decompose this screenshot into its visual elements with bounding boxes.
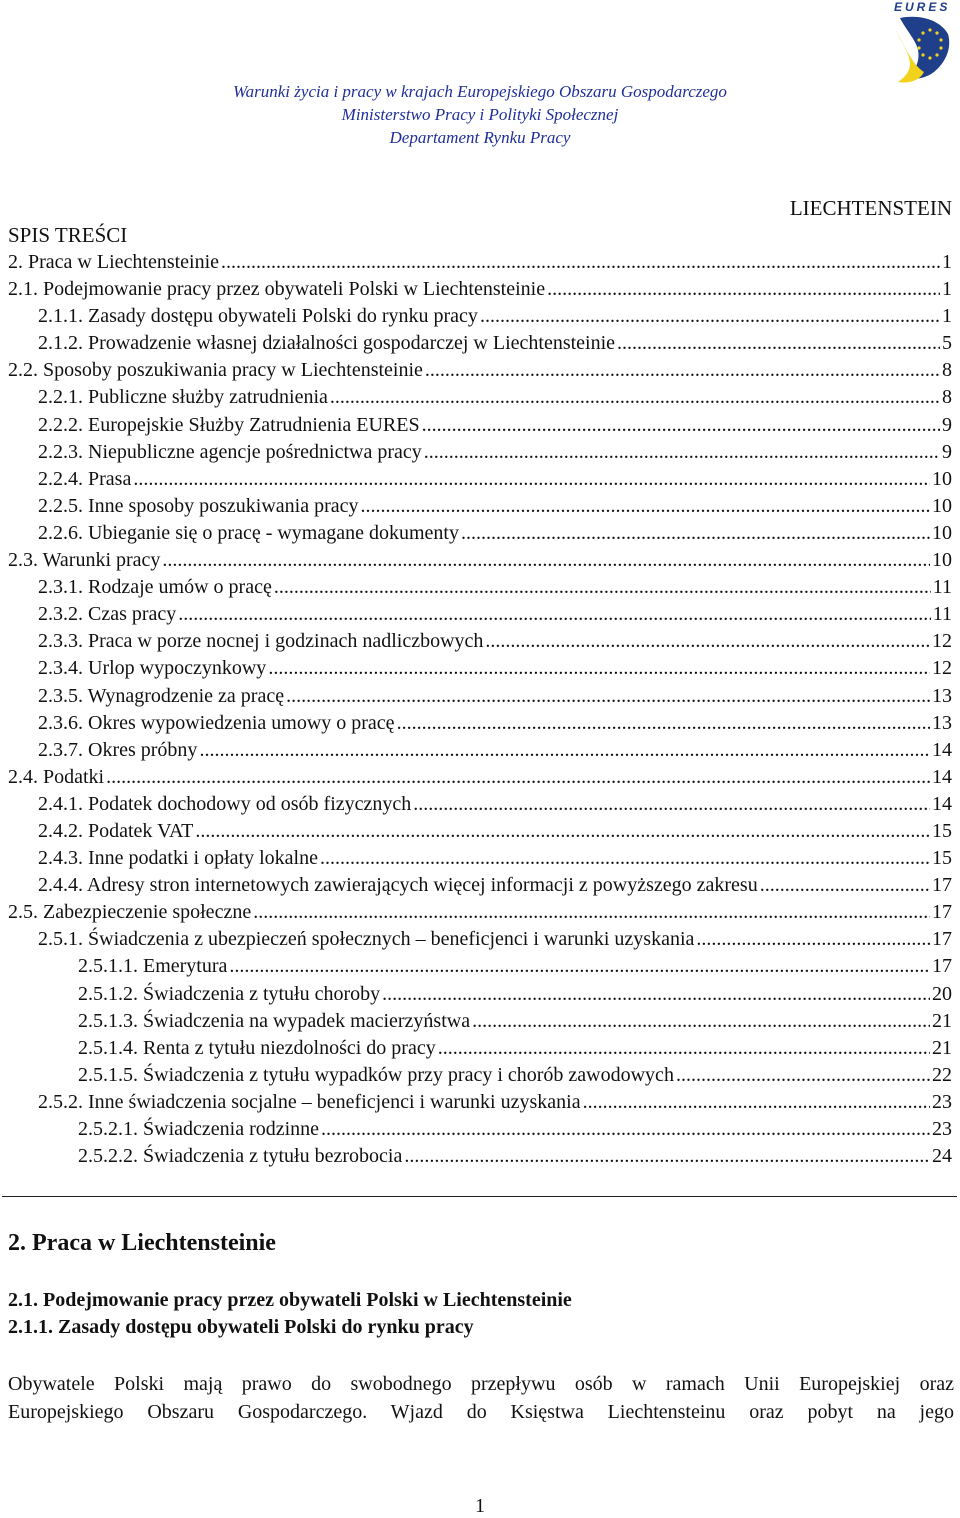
toc-leader-dots	[696, 928, 930, 951]
toc-leader-dots	[397, 712, 930, 735]
toc-entry-title: 2.5.2.1. Świadczenia rodzinne	[78, 1118, 320, 1140]
toc-entry-title: 2.3.5. Wynagrodzenie za pracę	[38, 684, 285, 707]
country-title: LIECHTENSTEIN	[789, 196, 952, 220]
toc-entry-page: 10	[932, 549, 952, 572]
toc-entry-title: 2.5.1.5. Świadczenia z tytułu wypadków przy pracy i chorób zawodowych	[78, 1063, 674, 1086]
toc-entry-title: 2.5. Zabezpieczenie społeczne	[8, 901, 252, 924]
toc-entry-page: 23	[932, 1090, 952, 1113]
toc-entry-title: 2.2.5. Inne sposoby poszukiwania pracy	[38, 494, 359, 517]
toc-entry-title: 2.2.4. Prasa	[38, 467, 132, 490]
toc-entry[interactable]	[8, 278, 952, 305]
document-header	[0, 80, 960, 149]
toc-entry-page: 17	[932, 874, 952, 897]
toc-entry-title: 2.5.1.3. Świadczenia na wypadek macierzyństwa	[78, 1009, 471, 1032]
toc-leader-dots	[382, 983, 930, 1006]
toc-leader-dots	[330, 386, 940, 409]
eures-logo-text: EURES	[894, 0, 951, 14]
header-line-2: Ministerstwo Pracy i Polityki Społecznej	[341, 105, 619, 124]
toc-entry-page: 1	[942, 251, 952, 273]
toc-entry[interactable]	[8, 928, 952, 955]
toc-entry[interactable]	[8, 359, 952, 386]
toc-entry[interactable]	[8, 901, 952, 928]
toc-entry[interactable]	[8, 332, 952, 359]
table-of-contents	[8, 251, 952, 1172]
toc-entry-page: 15	[932, 847, 952, 870]
toc-entry[interactable]	[8, 712, 952, 739]
toc-entry-title: 2.1.2. Prowadzenie własnej działalności gospodarczej w Liechtensteinie	[38, 332, 616, 355]
toc-entry-title: 2.3. Warunki pracy	[8, 549, 161, 572]
toc-entry-title: 2. Praca w Liechtensteinie	[8, 251, 220, 273]
toc-entry[interactable]	[8, 305, 952, 332]
toc-leader-dots	[361, 495, 931, 518]
toc-entry-page: 11	[932, 576, 952, 599]
toc-entry[interactable]	[8, 793, 952, 820]
toc-leader-dots	[485, 630, 930, 653]
toc-entry-page: 17	[932, 901, 952, 924]
body-paragraph	[8, 1370, 954, 1426]
toc-entry[interactable]	[8, 1010, 952, 1037]
toc-entry-title: 2.5.1.1. Emerytura	[78, 955, 228, 978]
toc-entry-page: 9	[942, 440, 952, 463]
toc-entry[interactable]	[8, 522, 952, 549]
toc-entry[interactable]	[8, 386, 952, 413]
toc-entry[interactable]	[8, 1091, 952, 1118]
toc-entry-page: 9	[942, 413, 952, 436]
toc-leader-dots	[321, 1118, 930, 1141]
toc-entry-page: 21	[932, 1036, 952, 1059]
toc-entry[interactable]	[8, 685, 952, 712]
toc-entry-page: 12	[932, 657, 952, 680]
toc-entry-title: 2.3.2. Czas pracy	[38, 603, 177, 626]
toc-entry[interactable]	[8, 1145, 952, 1172]
toc-entry[interactable]	[8, 820, 952, 847]
toc-entry[interactable]	[8, 549, 952, 576]
toc-entry[interactable]	[8, 251, 952, 278]
toc-entry-title: 2.5.1.2. Świadczenia z tytułu choroby	[78, 982, 381, 1005]
toc-leader-dots	[162, 549, 930, 572]
toc-entry-page: 21	[932, 1009, 952, 1032]
toc-leader-dots	[617, 332, 940, 355]
toc-entry-title: 2.3.3. Praca w porze nocnej i godzinach nadliczbowych	[38, 630, 484, 653]
toc-leader-dots	[286, 685, 930, 708]
toc-leader-dots	[438, 1037, 930, 1060]
toc-entry-page: 1	[942, 278, 952, 301]
toc-entry-title: 2.4.2. Podatek VAT	[38, 819, 194, 842]
toc-entry[interactable]	[8, 657, 952, 684]
toc-leader-dots	[760, 874, 930, 897]
toc-entry-page: 1	[942, 305, 952, 328]
toc-entry-title: 2.1.1. Zasady dostępu obywateli Polski do rynku pracy	[38, 305, 478, 328]
toc-leader-dots	[547, 278, 940, 301]
toc-leader-dots	[583, 1091, 930, 1114]
section-divider	[2, 1196, 957, 1197]
toc-entry[interactable]	[8, 766, 952, 793]
toc-leader-dots	[195, 820, 930, 843]
toc-entry[interactable]	[8, 739, 952, 766]
toc-entry-page: 24	[932, 1145, 952, 1168]
toc-entry-title: 2.2.1. Publiczne służby zatrudnienia	[38, 386, 328, 409]
page-number: 1	[475, 1495, 485, 1517]
toc-entry-page: 10	[932, 494, 952, 517]
toc-entry[interactable]	[8, 630, 952, 657]
toc-entry[interactable]	[8, 603, 952, 630]
toc-entry-title: 2.4.3. Inne podatki i opłaty lokalne	[38, 847, 318, 870]
toc-leader-dots	[676, 1064, 930, 1087]
toc-leader-dots	[106, 766, 930, 789]
toc-entry-title: 2.2.2. Europejskie Służby Zatrudnienia EURES	[38, 413, 420, 436]
header-line-3: Departament Rynku Pracy	[389, 128, 571, 147]
heading-3: 2.1.1. Zasady dostępu obywateli Polski do rynku pracy	[8, 1316, 474, 1338]
toc-entry-page: 12	[932, 630, 952, 653]
toc-entry-page: 13	[932, 711, 952, 734]
toc-entry[interactable]	[8, 1037, 952, 1064]
toc-leader-dots	[133, 468, 930, 491]
toc-entry[interactable]	[8, 441, 952, 468]
paragraph-line-1: Obywatele Polski mają prawo do swobodnego przepływu osób w ramach Unii Europejskiej oraz	[8, 1373, 954, 1395]
toc-entry-page: 14	[932, 792, 952, 815]
paragraph-line-2: Europejskiego Obszaru Gospodarczego. Wjazd do Księstwa Liechtensteinu oraz pobyt na jego	[8, 1401, 954, 1423]
toc-entry-title: 2.3.4. Urlop wypoczynkowy	[38, 657, 267, 680]
toc-entry-title: 2.1. Podejmowanie pracy przez obywateli Polski w Liechtensteinie	[8, 278, 546, 301]
toc-entry-title: 2.2.3. Niepubliczne agencje pośrednictwa pracy	[38, 440, 422, 463]
toc-leader-dots	[199, 739, 930, 762]
toc-entry-title: 2.2. Sposoby poszukiwania pracy w Liechtensteinie	[8, 359, 423, 382]
heading-2: 2.1. Podejmowanie pracy przez obywateli Polski w Liechtensteinie	[8, 1289, 572, 1311]
toc-entry-page: 5	[942, 332, 952, 355]
header-line-1: Warunki życia i pracy w krajach Europejskiego Obszaru Gospodarczego	[233, 82, 727, 101]
toc-entry-title: 2.4.1. Podatek dochodowy od osób fizycznych	[38, 792, 412, 815]
toc-leader-dots	[221, 251, 940, 274]
toc-entry-title: 2.3.1. Rodzaje umów o pracę	[38, 576, 272, 599]
toc-leader-dots	[229, 955, 930, 978]
toc-entry-title: 2.4.4. Adresy stron internetowych zawierających więcej informacji z powyższego zakresu	[38, 874, 758, 897]
toc-leader-dots	[461, 522, 930, 545]
toc-entry-title: 2.2.6. Ubieganie się o pracę - wymagane dokumenty	[38, 521, 459, 544]
toc-entry[interactable]	[8, 414, 952, 441]
toc-leader-dots	[472, 1010, 930, 1033]
toc-entry-title: 2.3.6. Okres wypowiedzenia umowy o pracę	[38, 711, 395, 734]
heading-1: 2. Praca w Liechtensteinie	[8, 1230, 276, 1256]
toc-entry-page: 8	[942, 359, 952, 382]
toc-entry-page: 22	[932, 1063, 952, 1086]
eures-logo	[890, 0, 954, 86]
toc-entry-title: 2.5.1.4. Renta z tytułu niezdolności do pracy	[78, 1036, 436, 1059]
toc-entry-page: 10	[932, 467, 952, 490]
toc-leader-dots	[268, 657, 930, 680]
toc-leader-dots	[422, 414, 940, 437]
toc-entry-title: 2.4. Podatki	[8, 765, 105, 788]
toc-entry[interactable]	[8, 955, 952, 982]
toc-entry[interactable]	[8, 1064, 952, 1091]
toc-entry[interactable]	[8, 576, 952, 603]
toc-entry-page: 14	[932, 738, 952, 761]
toc-entry-page: 17	[932, 928, 952, 951]
toc-entry-page: 11	[932, 603, 952, 626]
toc-leader-dots	[320, 847, 930, 870]
toc-entry-title: 2.5.1. Świadczenia z ubezpieczeń społecznych – beneficjenci i warunki uzyskania	[38, 928, 695, 951]
toc-leader-dots	[178, 603, 930, 626]
toc-entry-page: 14	[932, 765, 952, 788]
toc-title: SPIS TREŚCI	[8, 223, 128, 247]
toc-entry-title: 2.5.2. Inne świadczenia socjalne – beneficjenci i warunki uzyskania	[38, 1090, 581, 1113]
toc-entry-page: 10	[932, 521, 952, 544]
toc-leader-dots	[274, 576, 931, 599]
toc-entry[interactable]	[8, 1118, 952, 1145]
toc-entry-page: 17	[932, 955, 952, 978]
toc-entry-title: 2.3.7. Okres próbny	[38, 738, 198, 761]
toc-entry-page: 20	[932, 982, 952, 1005]
toc-entry[interactable]	[8, 468, 952, 495]
toc-leader-dots	[404, 1145, 930, 1168]
toc-entry[interactable]	[8, 847, 952, 874]
toc-entry-page: 8	[942, 386, 952, 409]
toc-leader-dots	[413, 793, 930, 816]
toc-leader-dots	[480, 305, 940, 328]
toc-entry[interactable]	[8, 874, 952, 901]
toc-entry-title: 2.5.2.2. Świadczenia z tytułu bezrobocia	[78, 1145, 403, 1168]
toc-entry[interactable]	[8, 983, 952, 1010]
toc-entry[interactable]	[8, 495, 952, 522]
toc-entry-page: 23	[932, 1118, 952, 1140]
toc-leader-dots	[253, 901, 930, 924]
toc-leader-dots	[425, 359, 940, 382]
toc-entry-page: 13	[932, 684, 952, 707]
toc-entry-page: 15	[932, 819, 952, 842]
toc-leader-dots	[424, 441, 940, 464]
